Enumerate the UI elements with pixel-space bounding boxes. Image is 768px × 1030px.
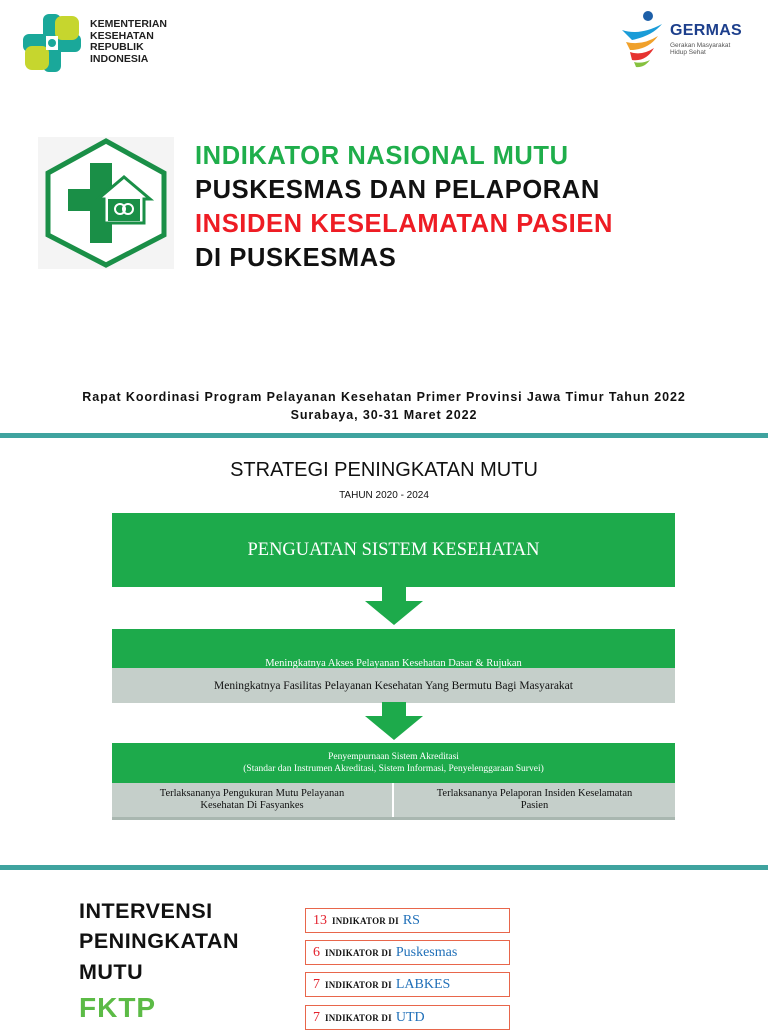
indicator-utd	[305, 1005, 510, 1030]
fktp-label: FKTP	[79, 992, 157, 1023]
indicator-count: 13	[313, 912, 327, 928]
indicator-label: INDIKATOR DI	[325, 979, 392, 990]
box-fasilitas-label: Meningkatnya Fasilitas Pelayanan Kesehatan Yang Bermutu Bagi Masyarakat	[214, 679, 573, 692]
grey-box-bottom-border	[112, 817, 675, 820]
arrow-down-icon	[365, 587, 423, 625]
indicator-label: INDIKATOR DI	[325, 1012, 392, 1023]
germas-logo-icon	[618, 6, 674, 68]
intervensi-heading-line1: INTERVENSI	[79, 899, 213, 923]
arrow-down-icon	[365, 702, 423, 740]
meeting-title: Rapat Koordinasi Program Pelayanan Kesehatan Primer Provinsi Jawa Timur Tahun 2022	[82, 390, 686, 404]
kemenkes-logo-icon	[22, 12, 82, 74]
strategy-title: STRATEGI PENINGKATAN MUTU	[230, 459, 538, 481]
indicator-label: INDIKATOR DI	[332, 915, 399, 926]
title-line-4: DI PUSKESMAS	[195, 244, 397, 272]
indicator-rs	[305, 908, 510, 933]
indicator-place: LABKES	[395, 976, 451, 992]
indicator-count: 7	[313, 976, 320, 992]
germas-subtitle: Gerakan Masyarakat Hidup Sehat	[670, 42, 731, 56]
box-akses-pelayanan	[112, 629, 675, 668]
box-fasilitas-bermutu	[112, 668, 675, 703]
title-line-2: PUSKESMAS DAN PELAPORAN	[195, 176, 600, 204]
indicator-puskesmas	[305, 940, 510, 965]
puskesmas-logo-icon	[38, 137, 174, 269]
indicator-count: 7	[313, 1009, 320, 1025]
title-line-3: INSIDEN KESELAMATAN PASIEN	[195, 210, 613, 238]
slide-intervensi	[0, 871, 768, 1024]
indicator-place: Puskesmas	[395, 944, 458, 960]
box-penguatan-sistem	[112, 513, 675, 587]
intervensi-heading-line2: PENINGKATAN	[79, 929, 239, 953]
slide-divider	[0, 865, 768, 870]
box-akreditasi	[112, 743, 675, 783]
slide-strategy	[0, 441, 768, 865]
box-pelaporan-insiden: Terlaksananya Pelaporan Insiden Keselamatan Pasien	[394, 783, 675, 817]
indicator-labkes	[305, 972, 510, 997]
indicator-place: RS	[402, 912, 420, 928]
kemenkes-name: KEMENTERIAN KESEHATAN REPUBLIK INDONESIA	[90, 18, 168, 65]
slide-divider	[0, 433, 768, 438]
indicator-label: INDIKATOR DI	[325, 947, 392, 958]
box-penguatan-label: PENGUATAN SISTEM KESEHATAN	[247, 539, 540, 560]
strategy-subtitle: TAHUN 2020 - 2024	[339, 490, 429, 501]
box-akreditasi-line1: Penyempurnaan Sistem Akreditasi	[328, 752, 459, 762]
indicator-count: 6	[313, 944, 320, 960]
title-line-1: INDIKATOR NASIONAL MUTU	[195, 142, 569, 170]
box-akses-label: Meningkatnya Akses Pelayanan Kesehatan Dasar & Rujukan	[265, 658, 522, 668]
indicator-place: UTD	[395, 1009, 425, 1025]
slide-title	[0, 0, 768, 434]
meeting-place-date: Surabaya, 30-31 Maret 2022	[290, 408, 478, 422]
box-pengukuran-mutu: Terlaksananya Pengukuran Mutu Pelayanan Kesehatan Di Fasyankes	[112, 783, 392, 817]
germas-title: GERMAS	[670, 22, 743, 39]
intervensi-heading-line3: MUTU	[79, 960, 144, 984]
box-akreditasi-line2: (Standar dan Instrumen Akreditasi, Sistem Informasi, Penyelenggaraan Survei)	[243, 764, 544, 774]
